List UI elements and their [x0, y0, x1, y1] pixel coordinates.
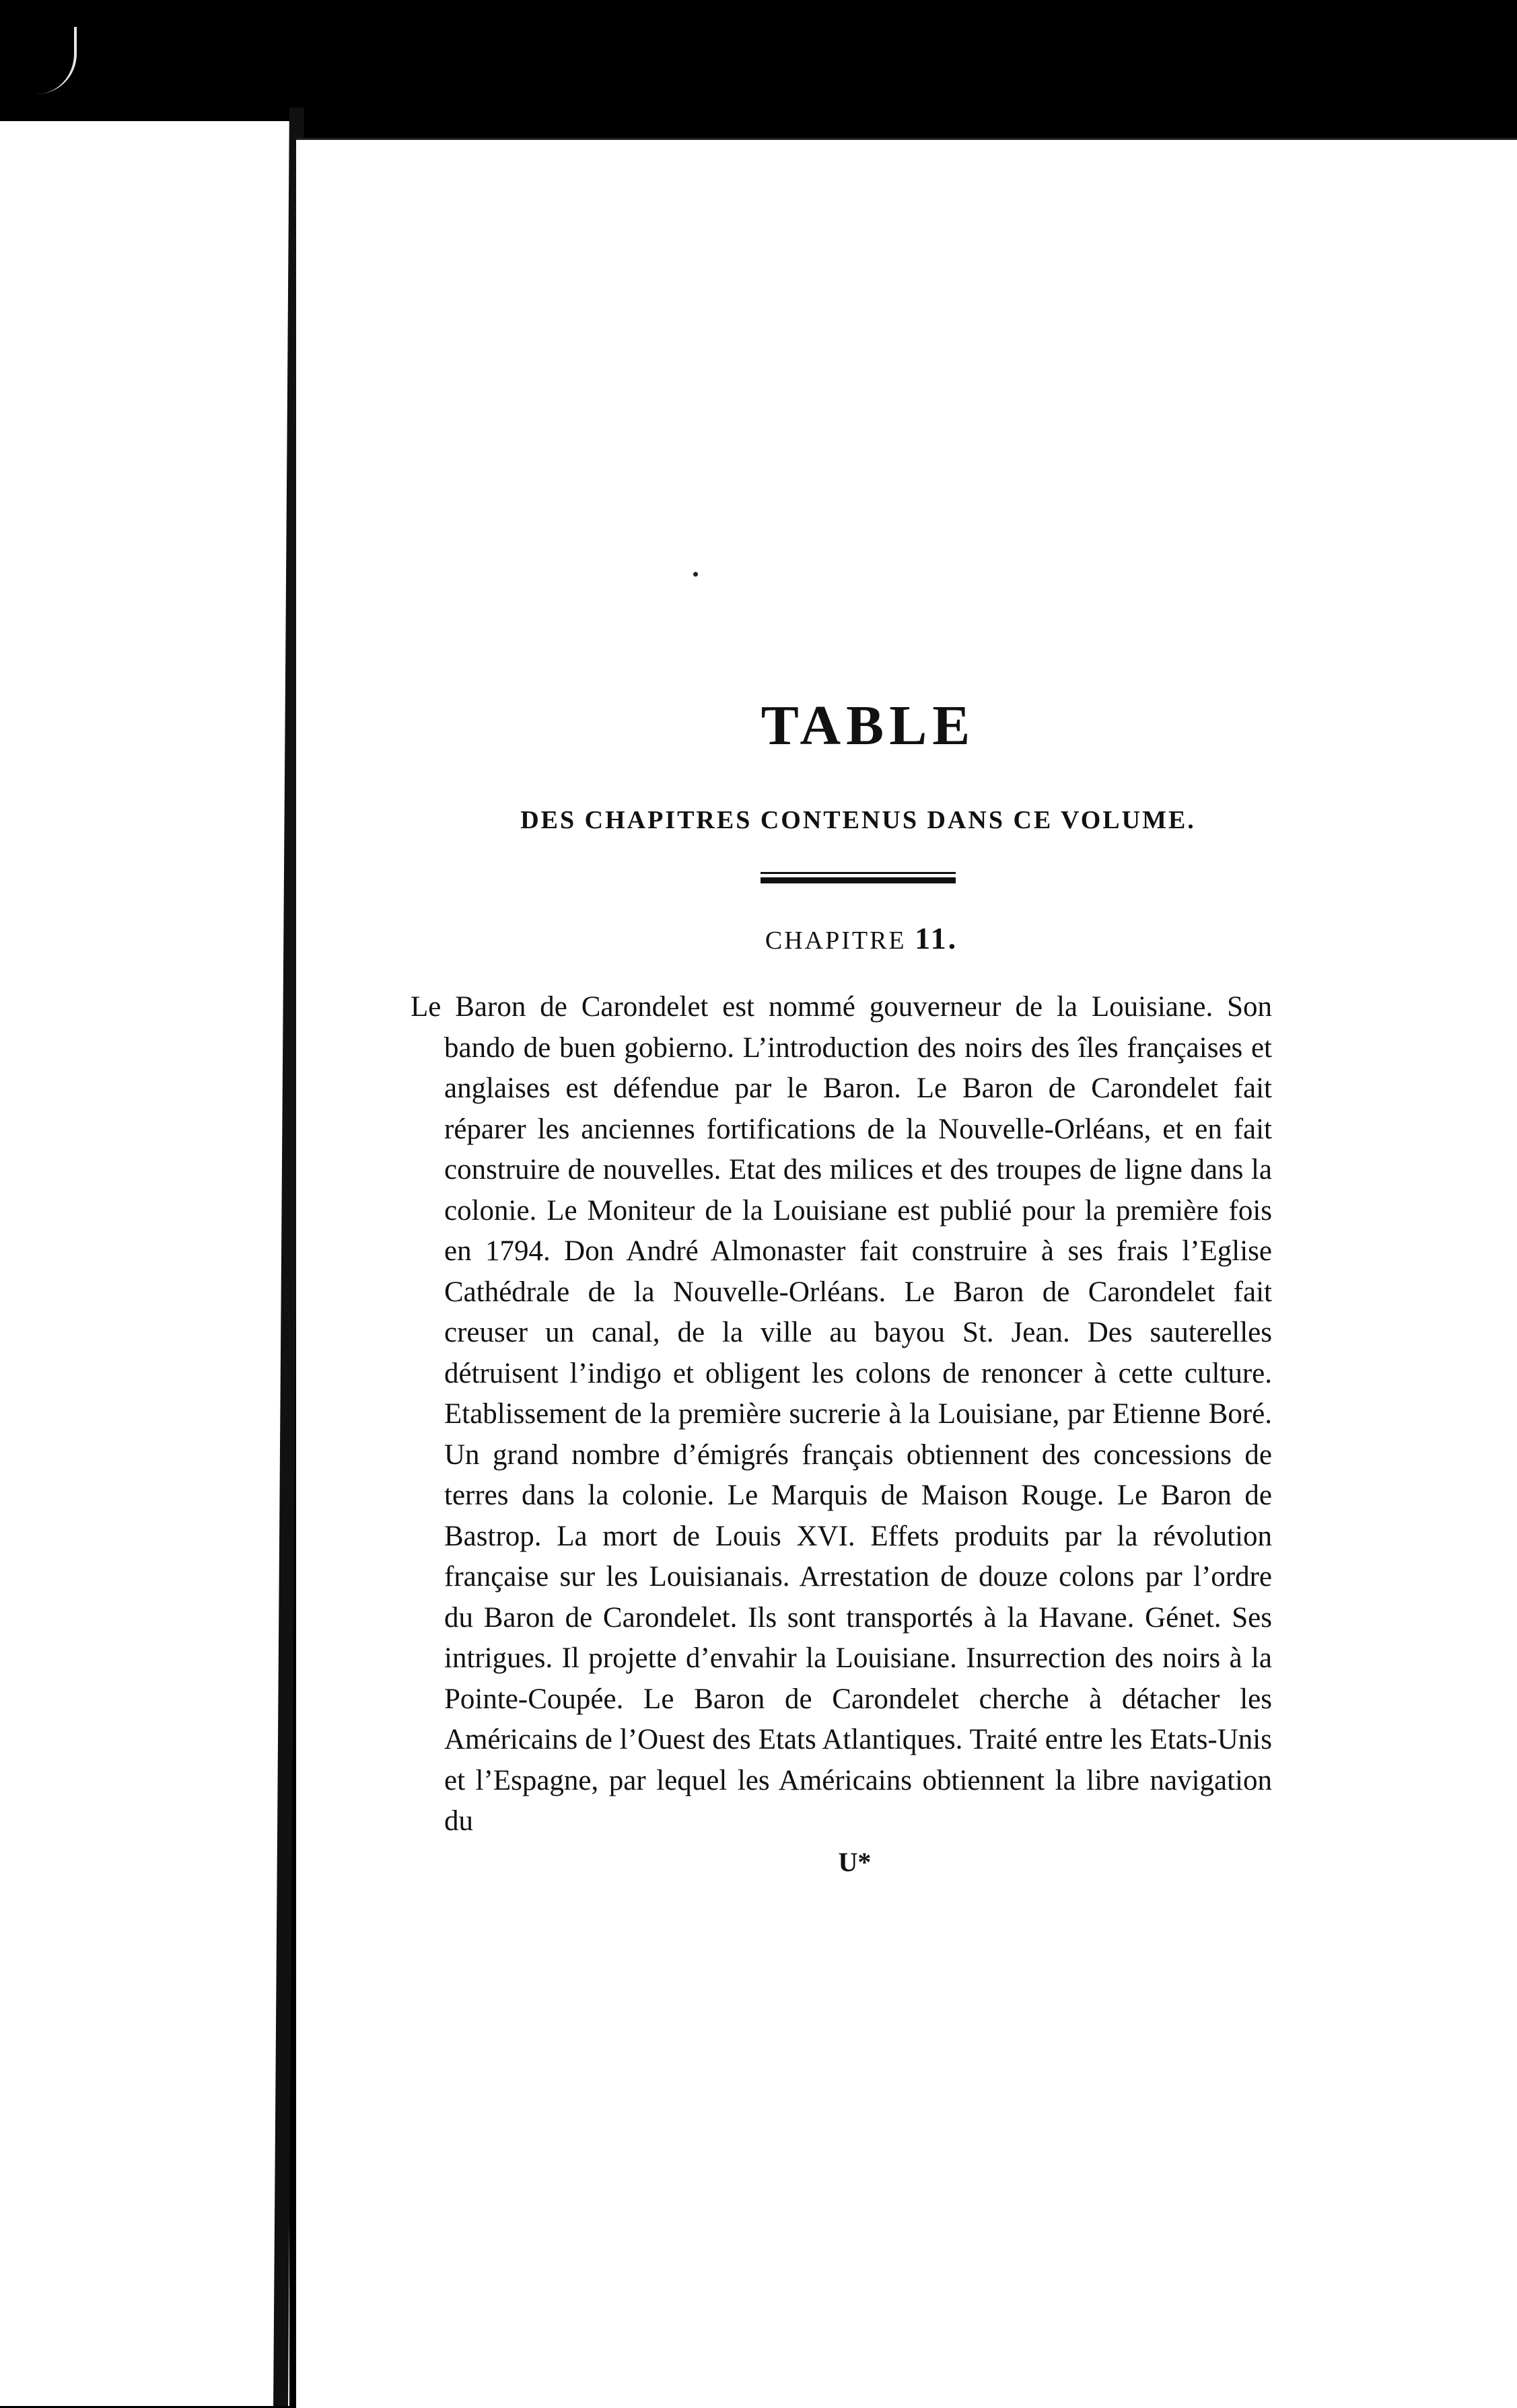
- double-rule: [411, 872, 1272, 883]
- rule-thin: [761, 872, 956, 874]
- chapter-summary: Le Baron de Carondelet est nommé gouverneur de la Louisiane. Son bando de buen gobierno. L’introduction des noirs des îles françaises et anglaises est défendue par le Baron. Le Baron de Carondelet fait réparer les anciennes fortifications de la Nouvelle-Orléans, et en fait construire de nouvelles. Etat des milices et des troupes de ligne dans la colonie. Le Moniteur de la Louisiane est publié pour la première fois en 1794. Don André Almonaster fait construire à ses frais l’Eglise Cathédrale de la Nouvelle-Orléans. Le Baron de Carondelet fait creuser un canal, de la ville au bayou St. Jean. Des sauterelles détruisent l’indigo et obligent les colons de renoncer à cette culture. Etablissement de la première sucrerie à la Louisiane, par Etienne Boré. Un grand nombre d’émigrés français obtiennent des concessions de terres dans la colonie. Le Marquis de Maison Rouge. Le Baron de Bastrop. La mort de Louis XVI. Effets produits par la révolution française sur les Louisianais. Arrestation de douze colons par l’ordre du Baron de Carondelet. Ils sont transportés à la Havane. Génet. Ses intrigues. Il projette d’envahir la Louisiane. Insurrection des noirs à la Pointe-Coupée. Le Baron de Carondelet cherche à détacher les Américains de l’Ouest des Etats Atlantiques. Traité entre les Etats-Unis et l’Espagne, par lequel les Américains obtiennent la libre navigation du: [411, 991, 1272, 1837]
- page-content: [411, 693, 1272, 1878]
- chapter-label: CHAPITRE: [765, 926, 907, 955]
- rule-thick: [761, 877, 956, 883]
- ink-speck: [693, 572, 698, 577]
- scan-top-border: [0, 0, 1517, 114]
- page-title: TABLE: [761, 694, 976, 757]
- page-subtitle: DES CHAPITRES CONTENUS DANS CE VOLUME.: [520, 806, 1196, 834]
- chapter-heading: [411, 920, 1272, 956]
- chapter-number: 11.: [915, 921, 958, 955]
- facing-page-edge: [0, 121, 289, 2406]
- signature-mark: U*: [838, 1846, 872, 1877]
